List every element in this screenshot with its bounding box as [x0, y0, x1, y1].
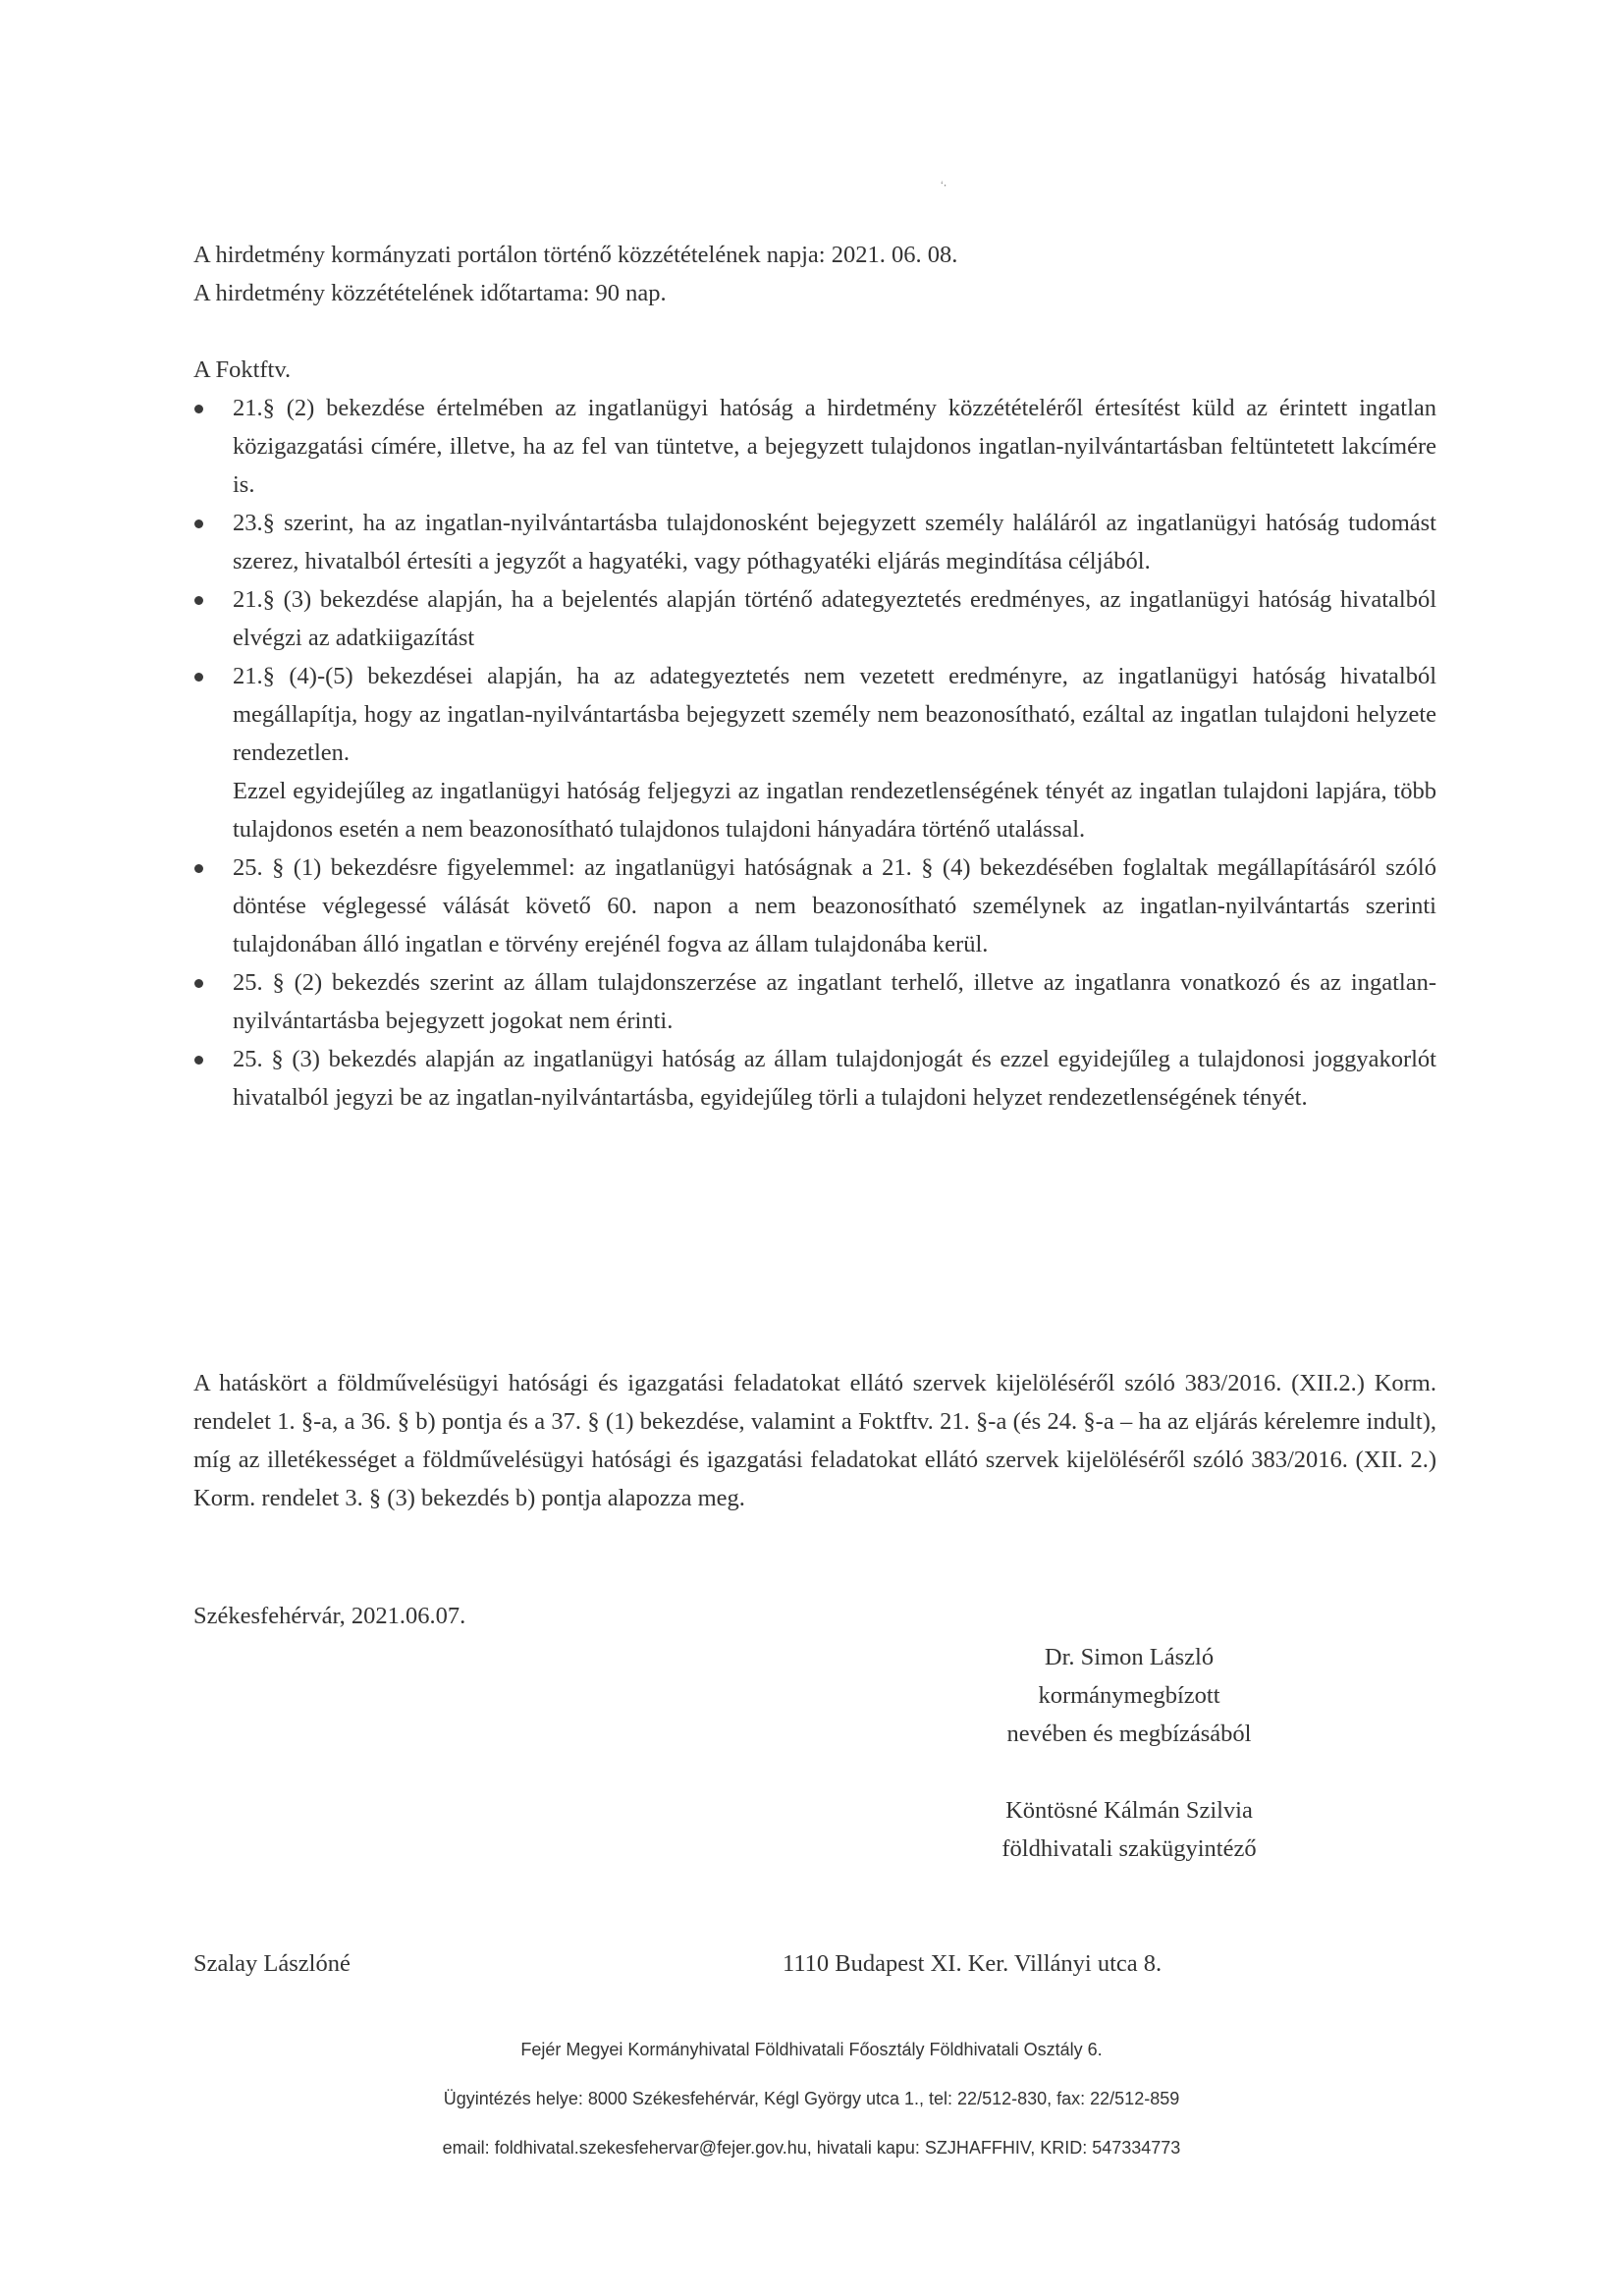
list-item: [193, 848, 1436, 963]
footer-office: Fejér Megyei Kormányhivatal Földhivatali Főosztály Földhivatali Osztály 6.: [520, 2040, 1103, 2059]
recipient-address: 1110 Budapest XI. Ker. Villányi utca 8.: [783, 1950, 1163, 1977]
law-provisions-list: [193, 389, 1436, 1117]
list-item-text: 25. § (3) bekezdés alapján az ingatlanügyi hatóság az állam tulajdonjogát és ezzel egyidejűleg a tulajdonosi joggyakorlót hivatalból jegyzi be az ingatlan-nyilvántartásba, egyidejűleg törli a tulajdoni helyzet rendezetlenségének tényét.: [233, 1046, 1436, 1111]
list-item: [193, 1040, 1436, 1117]
place-date: Székesfehérvár, 2021.06.07.: [193, 1603, 466, 1629]
list-item-text: 23.§ szerint, ha az ingatlan-nyilvántartásba tulajdonosként bejegyzett személy haláláról az ingatlanügyi hatóság tudomást szerez, hivatalból értesíti a jegyzőt a hagyatéki, vagy póthagyatéki eljárás megindítása céljából.: [233, 510, 1436, 574]
scan-mark: ‘⋅: [941, 179, 947, 192]
list-item: [193, 963, 1436, 1040]
competence-paragraph: A hatáskört a földművelésügyi hatósági és igazgatási feladatokat ellátó szervek kijelöléséről szóló 383/2016. (XII.2.) Korm. rendelet 1. §-a, a 36. § b) pontja és a 37. § (1) bekezdése, valamint a Foktftv. 21. §-a (és 24. §-a – ha az eljárás kérelemre indult), míg az illetékességet a földművelésügyi hatósági és igazgatási feladatokat ellátó szervek kijelöléséről szóló 383/2016. (XII. 2.) Korm. rendelet 3. § (3) bekezdés b) pontja alapozza meg.: [193, 1370, 1436, 1511]
bullet-icon: [194, 1056, 203, 1065]
list-item-text: 25. § (1) bekezdésre figyelemmel: az ingatlanügyi hatóságnak a 21. § (4) bekezdésében foglaltak megállapításáról szóló döntése véglegessé válását követő 60. napon a nem beazonosítható személynek az ingatlan-nyilvántartás szerinti tulajdonában álló ingatlan e törvény erejénél fogva az állam tulajdonába kerül.: [233, 854, 1436, 957]
publication-date-line: A hirdetmény kormányzati portálon történő közzétételének napja: 2021. 06. 08.: [193, 242, 958, 268]
list-item-text: 21.§ (4)-(5) bekezdései alapján, ha az adategyeztetés nem vezetett eredményre, az ingatlanügyi hatóság hivatalból megállapítja, hogy az ingatlan-nyilvántartásba bejegyzett személy nem beazonosítható, ezáltal az ingatlan tulajdoni helyzete rendezetlen.: [233, 663, 1436, 766]
bullet-icon: [194, 864, 203, 873]
footer-location: Ügyintézés helye: 8000 Székesfehérvár, Kégl György utca 1., tel: 22/512-830, fax: 22/512-859: [443, 2089, 1180, 2108]
list-item-text: 25. § (2) bekezdés szerint az állam tulajdonszerzése az ingatlant terhelő, illetve az ingatlanra vonatkozó és az ingatlan-nyilvántartásba bejegyzett jogokat nem érinti.: [233, 969, 1436, 1034]
list-item-text: 21.§ (2) bekezdése értelmében az ingatlanügyi hatóság a hirdetmény közzétételéről értesítést küld az érintett ingatlan közigazgatási címére, illetve, ha az fel van tüntetve, a bejegyzett tulajdonos ingatlan-nyilvántartásban feltüntetett lakcímére is.: [233, 395, 1436, 498]
bullet-icon: [194, 519, 203, 528]
list-item: [193, 389, 1436, 504]
signatory-on-behalf: nevében és megbízásából: [1006, 1721, 1252, 1747]
footer-contact: email: foldhivatal.szekesfehervar@fejer.gov.hu, hivatali kapu: SZJHAFFHIV, KRID: 547334773: [442, 2138, 1181, 2158]
publication-header: [193, 236, 1440, 312]
list-item: [193, 504, 1436, 580]
bullet-icon: [194, 596, 203, 605]
signature-block-primary: [903, 1638, 1355, 1753]
signature-block-clerk: [903, 1791, 1355, 1868]
list-item: [193, 580, 1436, 657]
list-item: [193, 657, 1436, 848]
list-item-continuation: Ezzel egyidejűleg az ingatlanügyi hatóság feljegyzi az ingatlan rendezetlenségének tényét az ingatlan tulajdoni lapjára, több tulajdonos esetén a nem beazonosítható tulajdonos tulajdoni hányadára történő utalással.: [233, 778, 1436, 843]
law-intro: A Foktftv.: [193, 356, 292, 383]
publication-duration-line: A hirdetmény közzétételének időtartama: 90 nap.: [193, 280, 667, 306]
bullet-icon: [194, 405, 203, 413]
clerk-name: Köntösné Kálmán Szilvia: [1005, 1797, 1253, 1824]
signatory-title: kormánymegbízott: [1038, 1682, 1220, 1709]
clerk-title: földhivatali szakügyintéző: [1001, 1835, 1257, 1862]
bullet-icon: [194, 673, 203, 682]
recipient-name: Szalay Lászlóné: [193, 1950, 351, 1977]
list-item-text: 21.§ (3) bekezdése alapján, ha a bejelentés alapján történő adategyeztetés eredményes, az ingatlanügyi hatóság hivatalból elvégzi az adatkiigazítást: [233, 586, 1436, 651]
signatory-name: Dr. Simon László: [1044, 1644, 1215, 1670]
bullet-icon: [194, 979, 203, 988]
